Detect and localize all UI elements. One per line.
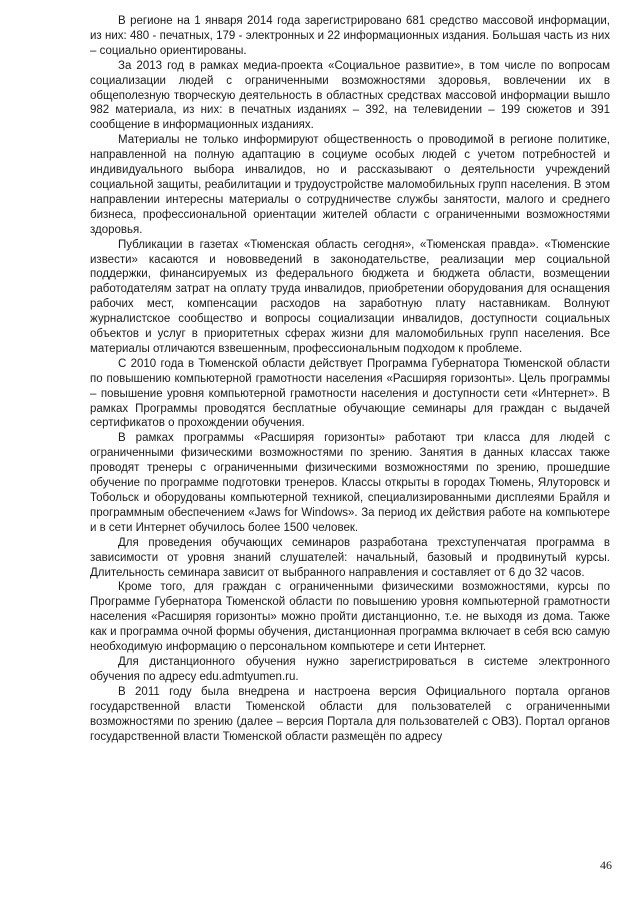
document-body: [90, 14, 610, 744]
paragraph: В регионе на 1 января 2014 года зарегистрировано 681 средство массовой информации, из них: 480 - печатных, 179 - электронных и 22 информационных издания. Большая часть из них – социально ориентированы.: [90, 15, 610, 57]
paragraph: Для дистанционного обучения нужно зарегистрироваться в системе электронного обучения по адресу edu.admtyumen.ru.: [90, 655, 610, 683]
paragraph: С 2010 года в Тюменской области действует Программа Губернатора Тюменской области по повышению компьютерной грамотности населения «Расширяя горизонты». Цель программы – повышение уровня компьютерной грамотности населения и доступности сети «Интернет». В рамках Программы проводятся бесплатные обучающие семинары для граждан с выдачей сертификатов о прохождении обучения.: [90, 357, 610, 430]
page-number: 46: [600, 858, 612, 872]
paragraph: Публикации в газетах «Тюменская область сегодня», «Тюменская правда». «Тюменские извести» касаются и нововведений в законодательстве, реализации мер социальной поддержки, финансируемых из федерального бюджета и бюджета области, возмещении работодателям затрат на оплату труда инвалидов, приобретении оборудования для оснащения рабочих мест, компенсации расходов на заработную плату наставникам. Волнуют журналистское сообщество и вопросы социализации инвалидов, доступности социальных объектов и услуг в приоритетных сферах жизни для маломобильных групп населения. Все материалы отличаются взвешенным, профессиональным подходом к проблеме.: [90, 238, 610, 355]
paragraph: В рамках программы «Расширяя горизонты» работают три класса для людей с ограниченными физическими возможностями по зрению. Занятия в данных классах также проводят тренеры с ограниченными физическими возможностями по зрению, прошедшие обучение по программе подготовки тренеров. Классы открыты в городах Тюмень, Ялуторовск и Тобольск и оборудованы компьютерной техникой, специализированными дисплеями Брайля и программным обеспечением «Jaws for Windows». За период их действия работе на компьютере и в сети Интернет обучилось более 1500 человек.: [90, 432, 610, 534]
paragraph: Кроме того, для граждан с ограниченными физическими возможностями, курсы по Программе Губернатора Тюменской области по повышению уровня компьютерной грамотности населения «Расширяя горизонты» можно пройти дистанционно, т.е. не выходя из дома. Также как и программа очной формы обучения, дистанционная программа включает в себя всю самую необходимую информацию о персональном компьютере и сети Интернет.: [90, 581, 610, 654]
paragraph: В 2011 году была внедрена и настроена версия Официального портала органов государственной власти Тюменской области для пользователей с ограниченными возможностями по зрению (далее – версия Портала для пользователей с ОВЗ). Портал органов государственной власти Тюменской области размещён по адресу: [90, 685, 610, 743]
paragraph: Материалы не только информируют общественность о проводимой в регионе политике, направленной на полную адаптацию в социуме особых людей с учетом потребностей и индивидуального выбора инвалидов, но и рассказывают о деятельности учреждений социальной защиты, реабилитации и трудоустройстве маломобильных групп населения. В этом направлении интересны материалы о сотрудничестве службы занятости, малого и среднего бизнеса, профессиональной ориентации жителей области с ограниченными возможностями здоровья.: [90, 134, 610, 236]
paragraph: За 2013 год в рамках медиа-проекта «Социальное развитие», в том числе по вопросам социализации людей с ограниченными возможностями здоровья, вовлечении их в общеполезную творческую деятельность в областных средствах массовой информации вышло 982 материала, из них: в печатных изданиях – 392, на телевидении – 199 сюжетов и 391 сообщение в информационных изданиях.: [90, 59, 610, 132]
paragraph: Для проведения обучающих семинаров разработана трехступенчатая программа в зависимости от уровня знаний слушателей: начальный, базовый и продвинутый курсы. Длительность семинара зависит от выбранного направления и составляет от 6 до 32 часов.: [90, 536, 610, 579]
